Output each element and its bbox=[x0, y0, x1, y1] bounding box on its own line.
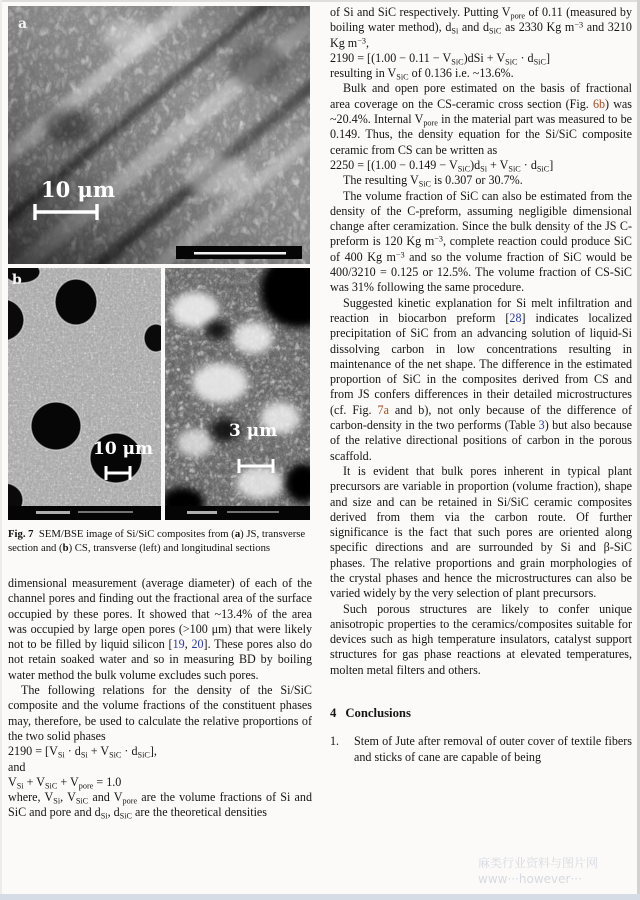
body-paragraph: where, $V_{Si}$, $V_{SiC}$ and $V_{pore}$ are the volume fractions of Si and SiC and pore and $d_{Si}$, $d_{SiC}$ are the theoretical densities bbox=[8, 790, 312, 821]
panel-a-label: a bbox=[18, 16, 28, 32]
body-paragraph: It is evident that bulk pores inherent in typical plant precursors are variable in proportion (volume fraction), shape and size and can be retained in Si/SiC ceramic composites derived from them via the carbon route. Of further significance is the fact that such pores are oriented along specific directions and are surrounded by Si and β-SiC phases. The relative proportions and grain morphologies of the crystal phases and hence the microstructures can also be varied widely by the very selection of plant precursors. bbox=[330, 463, 632, 601]
ref-citation-28[interactable]: 28 bbox=[509, 310, 522, 325]
section-title: Conclusions bbox=[345, 706, 411, 721]
body-paragraph: Suggested kinetic explanation for Si melt infiltration and reaction in biocarbon preform [28] indicates localized precipitation of SiC from an advancing solution of liquid-Si dissolving carbon in low concentrations resulting in maintenance of the net shape. The difference in the estimated proportion of SiC in the composites derived from CS and from JS confers differences in their detailed microstructures (cf. Fig. 7a and b), not only because of the difference of carbon-density in the two performs (Table 3) but also because of the relative directional positions of carbon in the porous scaffold. bbox=[330, 295, 632, 463]
list-item-text: Stem of Jute after removal of outer cover of textile fibers and sticks of cane are capable of being bbox=[354, 734, 632, 764]
sem-a-embedded-bar bbox=[194, 252, 286, 255]
body-paragraph: Bulk and open pore estimated on the basis of fractional area coverage on the CS-ceramic cross section (Fig. 6b) was ~20.4%. Internal $V_{pore}$ in the material part was measured to be 0.149. Thus, the density equation for the Si/SiC composite ceramic from CS can be written as bbox=[330, 81, 632, 157]
conclusion-list-item bbox=[330, 734, 632, 765]
page-left-edge bbox=[0, 0, 2, 900]
sem-image-panel-b bbox=[8, 268, 310, 520]
body-paragraph: The volume fraction of SiC can also be estimated from the density of the C-preform, assuming negligible dimensional change after ceramization. Since the bulk density of the JS C-preform is 120 Kg $m^{-3}$, complete reaction could produce SiC of 400 Kg $m^{-3}$ and so the volume fraction of SiC would be 400/3210 = 0.125 or 12.5%. The volume fraction of CS-SiC was 31% following the same procedure. bbox=[330, 188, 632, 295]
equation: $2190 = [(1.00 - 0.11 - V_{SiC})dSi + V_{SiC} \cdot d_{SiC}]$ bbox=[330, 50, 550, 67]
body-paragraph: The following relations for the density of the Si/SiC composite and the volume fractions of the constituent phases may, therefore, be used to calculate the relative proportions of the two solid phases bbox=[8, 683, 312, 743]
equation: $2190 = [V_{Si} \cdot d_{Si} + V_{SiC} \cdot d_{SiC}]$, bbox=[8, 744, 157, 760]
sem-image-panel-a bbox=[8, 6, 310, 264]
list-item-number: 1. bbox=[330, 734, 340, 749]
body-paragraph: The resulting $V_{SiC}$ is 0.307 or 30.7%. bbox=[343, 173, 523, 189]
watermark-line1: 麻类行业资料与图片网 bbox=[478, 856, 599, 870]
ref-citation-19[interactable]: 19 bbox=[172, 637, 185, 652]
body-text: and bbox=[8, 759, 26, 774]
equation: $2250 = [(1.00 - 0.149 - V_{SiC})d_{Si} + V_{SiC} \cdot d_{SiC}]$ bbox=[330, 157, 554, 174]
ref-table-3[interactable]: 3 bbox=[538, 418, 545, 433]
section-heading-conclusions bbox=[330, 706, 632, 721]
figure-7 bbox=[8, 6, 310, 520]
body-paragraph: dimensional measurement (average diameter) of each of the channel pores and finding out the fractional area of the surface occupied by these pores. It showed that ~13.4% of the area was occupied by large open pores (>100 μm) that were likely not to be filled by liquid silicon [19, 20]. These pores also do not retain soaked water and so in measuring BD by boiling water method the bulk volume excludes such pores. bbox=[8, 576, 312, 682]
sem-image-b-right bbox=[165, 268, 310, 520]
scalebar-b-left-label: 10 μm bbox=[93, 439, 154, 459]
ref-figure-7a[interactable]: 7a bbox=[377, 402, 389, 417]
ref-figure-6b[interactable]: 6b bbox=[592, 96, 606, 111]
page-top-edge bbox=[0, 0, 640, 2]
right-column bbox=[330, 5, 632, 893]
section-number: 4 bbox=[330, 706, 337, 721]
ref-citation-20[interactable]: 20 bbox=[191, 637, 204, 652]
equation: $V_{Si} + V_{SiC} + V_{pore} = 1.0$ bbox=[8, 774, 122, 791]
left-column bbox=[8, 576, 312, 894]
panel-b-label: b bbox=[12, 272, 22, 288]
watermark-line2: www···however··· bbox=[478, 872, 582, 886]
scalebar-a-label: 10 μm bbox=[41, 177, 116, 202]
body-paragraph: Such porous structures are likely to confer unique anisotropic properties to the ceramics/composites suitable for devices such as high temperature insulators, catalyst support structures for gas phase reactions at elevated temperatures, molten metal filters and others. bbox=[330, 601, 632, 677]
body-paragraph: resulting in $V_{SiC}$ of 0.136 i.e. ~13.6%. bbox=[330, 66, 514, 82]
figure-7-caption: Fig. 7 SEM/BSE image of Si/SiC composites from (a) JS, transverse section and (b) CS, transverse (left) and longitudinal sections bbox=[8, 528, 306, 554]
sem-a-shading bbox=[8, 6, 310, 264]
body-paragraph: of Si and SiC respectively. Putting $V_{pore}$ of 0.11 (measured by boiling water method), $d_{Si}$ and $d_{SiC}$ as 2330 Kg $m^{-3}$ and 3210 Kg $m^{-3}$, bbox=[330, 5, 632, 50]
sem-image-b-left bbox=[8, 268, 161, 520]
page-bottom-edge bbox=[0, 894, 640, 900]
scalebar-b-right-label: 3 μm bbox=[229, 421, 278, 441]
